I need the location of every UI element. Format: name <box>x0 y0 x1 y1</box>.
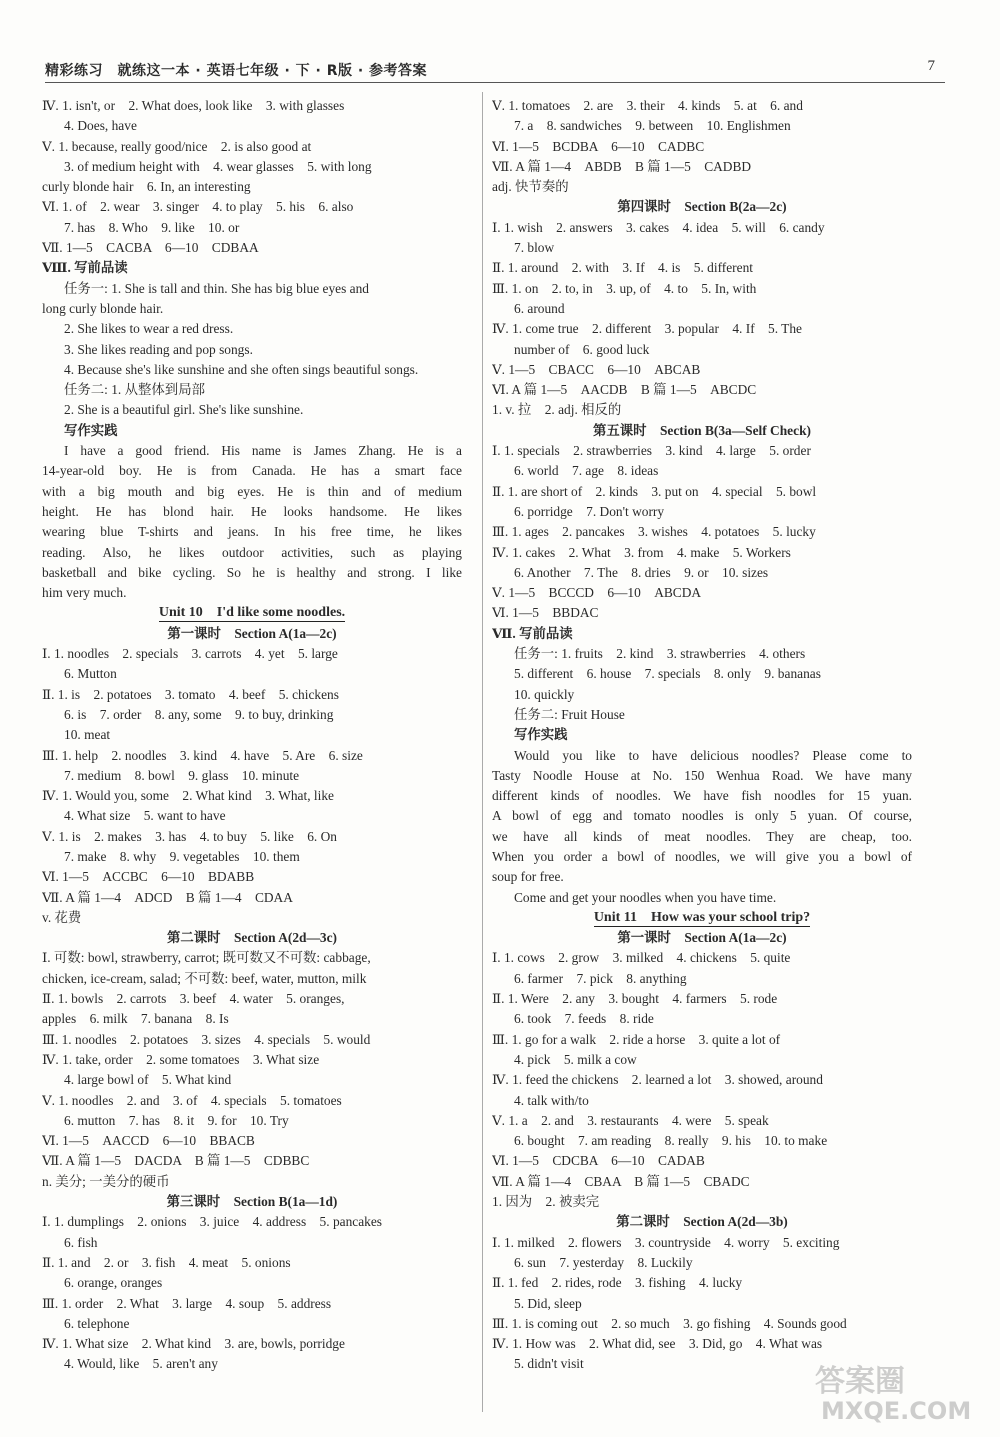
page-header <box>45 58 945 84</box>
answer-line: Ⅴ. 1. because, really good/nice 2. is also good at <box>42 138 312 154</box>
answer-line: Come and get your noodles when you have time. <box>514 889 777 905</box>
answer-line: 6. telephone <box>64 1315 130 1331</box>
answer-line: 任务一: 1. She is tall and thin. She has big blue eyes and <box>64 280 369 296</box>
answer-line: 6. porridge 7. Don't worry <box>514 503 665 519</box>
answer-line: 6. fish <box>64 1234 98 1250</box>
answer-line: Ⅲ. 1. noodles 2. potatoes 3. sizes 4. specials 5. would <box>42 1031 371 1047</box>
right-column <box>492 96 912 1375</box>
answer-line: 14-year-old boy. He is from Canada. He has a smart face <box>42 463 462 479</box>
answer-line: Ⅲ. 1. ages 2. pancakes 3. wishes 4. potatoes 5. lucky <box>492 524 816 540</box>
answer-line: Ⅳ. 1. Would you, some 2. What kind 3. What, like <box>42 788 334 804</box>
lesson-heading: 第一课时 Section A(1a—2c) <box>617 930 787 946</box>
answer-line: 6. world 7. age 8. ideas <box>514 463 659 479</box>
answer-line: Ⅰ. 1. milked 2. flowers 3. countryside 4. worry 5. exciting <box>492 1234 840 1250</box>
answer-line: When you order a bowl of noodles, we will give you a bowl of <box>492 848 912 864</box>
answer-line: basketball and bike cycling. So he is healthy and strong. I like <box>42 564 462 580</box>
answer-line: Ⅶ. 写前品读 <box>492 625 573 641</box>
answer-line: 7. make 8. why 9. vegetables 10. them <box>64 848 300 864</box>
answer-line: Ⅶ. A 篇 1—4 ADCD B 篇 1—4 CDAA <box>42 889 293 905</box>
answer-line: 4. large bowl of 5. What kind <box>64 1072 232 1088</box>
answer-line: adj. 快节奏的 <box>492 179 569 195</box>
answer-line: Ⅳ. 1. come true 2. different 3. popular 4. If 5. The <box>492 321 803 337</box>
column-divider <box>482 92 483 1412</box>
watermark-text-en: MXQE.COM <box>821 1397 972 1425</box>
answer-line: Ⅵ. 1. of 2. wear 3. singer 4. to play 5. his 6. also <box>42 199 354 215</box>
answer-line: 5. didn't visit <box>514 1356 584 1372</box>
answer-line: 6. bought 7. am reading 8. really 9. his 10. to make <box>514 1133 828 1149</box>
answer-line: 7. blow <box>514 240 555 256</box>
answer-line: Ⅴ. 1. a 2. and 3. restaurants 4. were 5. speak <box>492 1112 769 1128</box>
answer-line: 7. has 8. Who 9. like 10. or <box>64 219 240 235</box>
answer-line: Ⅵ. 1—5 AACCD 6—10 BBACB <box>42 1133 255 1149</box>
answer-line: Ⅰ. 1. wish 2. answers 3. cakes 4. idea 5. will 6. candy <box>492 219 825 235</box>
answer-line: Ⅲ. 1. on 2. to, in 3. up, of 4. to 5. In, with <box>492 280 757 296</box>
answer-line: 10. meat <box>64 727 111 743</box>
answer-line: Ⅳ. 1. What size 2. What kind 3. are, bowls, porridge <box>42 1336 345 1352</box>
lesson-heading: 第二课时 Section A(2d—3b) <box>616 1214 788 1230</box>
lesson-heading: 第二课时 Section A(2d—3c) <box>167 930 337 946</box>
answer-line: Ⅶ. A 篇 1—5 DACDA B 篇 1—5 CDBBC <box>42 1153 310 1169</box>
unit-heading <box>492 908 912 928</box>
answer-line: 6. mutton 7. has 8. it 9. for 10. Try <box>64 1112 289 1128</box>
answer-line: Ⅱ. 1. Were 2. any 3. bought 4. farmers 5. rode <box>492 991 778 1007</box>
answer-line: 6. took 7. feeds 8. ride <box>514 1011 654 1027</box>
answer-line: Ⅰ. 可数: bowl, strawberry, carrot; 既可数又不可数: cabbage, <box>42 950 371 966</box>
left-column <box>42 96 462 1375</box>
answer-line: 任务二: Fruit House <box>514 706 625 722</box>
answer-line: Ⅶ. 1—5 CACBA 6—10 CDBAA <box>42 240 259 256</box>
answer-line: 7. medium 8. bowl 9. glass 10. minute <box>64 767 300 783</box>
unit-heading <box>42 603 462 623</box>
answer-line: curly blonde hair 6. In, an interesting <box>42 179 251 195</box>
answer-line: 6. sun 7. yesterday 8. Luckily <box>514 1254 693 1270</box>
answer-line: Ⅳ. 1. How was 2. What did, see 3. Did, go 4. What was <box>492 1336 823 1352</box>
answer-line: Tasty Noodle House at No. 150 Wenhua Road. We have many <box>492 767 912 783</box>
answer-line: Ⅰ. 1. specials 2. strawberries 3. kind 4. large 5. order <box>492 443 811 459</box>
answer-line: Ⅴ. 1—5 CBACC 6—10 ABCAB <box>492 361 701 377</box>
answer-line: 1. v. 拉 2. adj. 相反的 <box>492 402 622 418</box>
answer-line: wearing blue T-shirts and jeans. In his free time, he likes <box>42 524 462 540</box>
lesson-heading: 第一课时 Section A(1a—2c) <box>167 625 337 641</box>
answer-line: Ⅱ. 1. around 2. with 3. If 4. is 5. different <box>492 260 754 276</box>
answer-line: Ⅴ. 1. tomatoes 2. are 3. their 4. kinds 5. at 6. and <box>492 98 803 113</box>
lesson-heading: 第四课时 Section B(2a—2c) <box>617 199 787 215</box>
answer-line: Ⅰ. 1. cows 2. grow 3. milked 4. chickens 5. quite <box>492 950 791 966</box>
book-title: 精彩练习 就练这一本 · 英语七年级 · 下 · R版 · 参考答案 <box>45 63 428 79</box>
answer-line: A bowl of egg and tomato noodles is only 5 yuan. Of course, <box>492 808 912 824</box>
answer-line: Ⅱ. 1. are short of 2. kinds 3. put on 4. special 5. bowl <box>492 483 817 499</box>
answer-line: Ⅵ. 1—5 BBDAC <box>492 605 599 621</box>
answer-line: 1. 因为 2. 被卖完 <box>492 1194 600 1210</box>
unit-heading-text: Unit 10 I'd like some noodles. <box>158 605 346 621</box>
answer-line: 4. What size 5. want to have <box>64 808 226 824</box>
answer-line: apples 6. milk 7. banana 8. Is <box>42 1011 229 1027</box>
answer-line: different kinds of noodles. We have fish noodles for 15 yuan. <box>492 788 912 804</box>
answer-line: 写作实践 <box>514 727 568 743</box>
answer-line: 5. Did, sleep <box>514 1295 582 1311</box>
answer-line: Ⅶ. A 篇 1—4 CBAA B 篇 1—5 CBADC <box>492 1173 750 1189</box>
watermark-logo <box>807 1355 982 1425</box>
answer-line: Ⅱ. 1. and 2. or 3. fish 4. meat 5. onions <box>42 1254 291 1270</box>
lesson-heading: 第三课时 Section B(1a—1d) <box>166 1194 338 1210</box>
answer-line: with a big mouth and big eyes. He is thin and of medium <box>42 483 462 499</box>
answer-line: height. He has blond hair. He looks handsome. He likes <box>42 503 462 519</box>
answer-line: 6. Mutton <box>64 666 117 682</box>
answer-line: 写作实践 <box>64 422 118 438</box>
answer-line: 6. farmer 7. pick 8. anything <box>514 970 687 986</box>
answer-line: Ⅱ. 1. bowls 2. carrots 3. beef 4. water 5. oranges, <box>42 991 345 1007</box>
answer-line: 6. orange, oranges <box>64 1275 163 1291</box>
answer-line: Ⅴ. 1. is 2. makes 3. has 4. to buy 5. like 6. On <box>42 828 337 844</box>
answer-line: 10. quickly <box>514 686 575 702</box>
answer-line: soup for free. <box>492 869 564 885</box>
answer-line: Ⅲ. 1. go for a walk 2. ride a horse 3. quite a lot of <box>492 1031 781 1047</box>
answer-line: 4. Because she's like sunshine and she often sings beautiful songs. <box>64 361 419 377</box>
answer-line: 4. Would, like 5. aren't any <box>64 1356 218 1372</box>
answer-line: 3. She likes reading and pop songs. <box>64 341 253 357</box>
answer-line: 7. a 8. sandwiches 9. between 10. Englishmen <box>514 118 791 134</box>
answer-line: him very much. <box>42 585 127 601</box>
answer-line: Ⅵ. 1—5 ACCBC 6—10 BDABB <box>42 869 255 885</box>
answer-line: 5. different 6. house 7. specials 8. only 9. bananas <box>514 666 821 682</box>
lesson-heading: 第五课时 Section B(3a—Self Check) <box>593 422 811 438</box>
answer-line: Ⅰ. 1. dumplings 2. onions 3. juice 4. address 5. pancakes <box>42 1214 383 1230</box>
answer-line: Ⅲ. 1. order 2. What 3. large 4. soup 5. address <box>42 1295 332 1311</box>
answer-line: 6. Another 7. The 8. dries 9. or 10. sizes <box>514 564 769 580</box>
answer-line: Ⅵ. 1—5 CDCBA 6—10 CADAB <box>492 1153 705 1169</box>
answer-line: number of 6. good luck <box>514 341 650 357</box>
answer-line: Ⅲ. 1. is coming out 2. so much 3. go fishing 4. Sounds good <box>492 1315 847 1331</box>
answer-line: 4. Does, have <box>64 118 137 134</box>
answer-line: Ⅵ. 1—5 BCDBA 6—10 CADBC <box>492 138 705 154</box>
answer-line: 任务一: 1. fruits 2. kind 3. strawberries 4. others <box>514 646 806 662</box>
answer-line: 4. talk with/to <box>514 1092 589 1108</box>
answer-line: I have a good friend. His name is James Zhang. He is a <box>64 443 462 459</box>
answer-line: 2. She is a beautiful girl. She's like sunshine. <box>64 402 304 418</box>
answer-line: 6. is 7. order 8. any, some 9. to buy, drinking <box>64 706 334 722</box>
watermark-text-cn: 答案圈 <box>815 1364 905 1399</box>
answer-line: 任务二: 1. 从整体到局部 <box>64 382 205 398</box>
answer-line: reading. Also, he likes outdoor activities, such as playing <box>42 544 462 560</box>
answer-line: Ⅳ. 1. cakes 2. What 3. from 4. make 5. Workers <box>492 544 791 560</box>
answer-line: chicken, ice-cream, salad; 不可数: beef, water, mutton, milk <box>42 970 367 986</box>
answer-line: 4. pick 5. milk a cow <box>514 1051 637 1067</box>
answer-line: Would you like to have delicious noodles? Please come to <box>514 747 912 763</box>
answer-line: Ⅴ. 1—5 BCCCD 6—10 ABCDA <box>492 585 702 601</box>
answer-line: Ⅴ. 1. noodles 2. and 3. of 4. specials 5. tomatoes <box>42 1092 342 1108</box>
answer-line: Ⅱ. 1. fed 2. rides, rode 3. fishing 4. lucky <box>492 1275 743 1291</box>
answer-line: Ⅳ. 1. feed the chickens 2. learned a lot 3. showed, around <box>492 1072 823 1088</box>
header-rule <box>45 82 945 83</box>
answer-line: 6. around <box>514 300 565 316</box>
answer-line: 2. She likes to wear a red dress. <box>64 321 234 337</box>
answer-line: Ⅱ. 1. is 2. potatoes 3. tomato 4. beef 5. chickens <box>42 686 339 702</box>
answer-line: Ⅳ. 1. take, order 2. some tomatoes 3. What size <box>42 1051 320 1067</box>
answer-line: Ⅳ. 1. isn't, or 2. What does, look like 3. with glasses <box>42 98 345 113</box>
answer-line: v. 花费 <box>42 909 82 925</box>
answer-line: Ⅶ. A 篇 1—4 ABDB B 篇 1—5 CADBD <box>492 158 752 174</box>
answer-line: Ⅰ. 1. noodles 2. specials 3. carrots 4. yet 5. large <box>42 646 338 662</box>
answer-line: Ⅲ. 1. help 2. noodles 3. kind 4. have 5. Are 6. size <box>42 747 363 763</box>
answer-line: long curly blonde hair. <box>42 300 164 316</box>
answer-line: 3. of medium height with 4. wear glasses 5. with long <box>64 158 372 174</box>
answer-line: we have all kinds of meat noodles. They are cheap, too. <box>492 828 912 844</box>
answer-line: Ⅷ. 写前品读 <box>42 260 128 276</box>
answer-line: Ⅵ. A 篇 1—5 AACDB B 篇 1—5 ABCDC <box>492 382 757 398</box>
answer-line: n. 美分; 一美分的硬币 <box>42 1173 170 1189</box>
page-number: 7 <box>927 58 935 74</box>
unit-heading-text: Unit 11 How was your school trip? <box>593 909 811 925</box>
